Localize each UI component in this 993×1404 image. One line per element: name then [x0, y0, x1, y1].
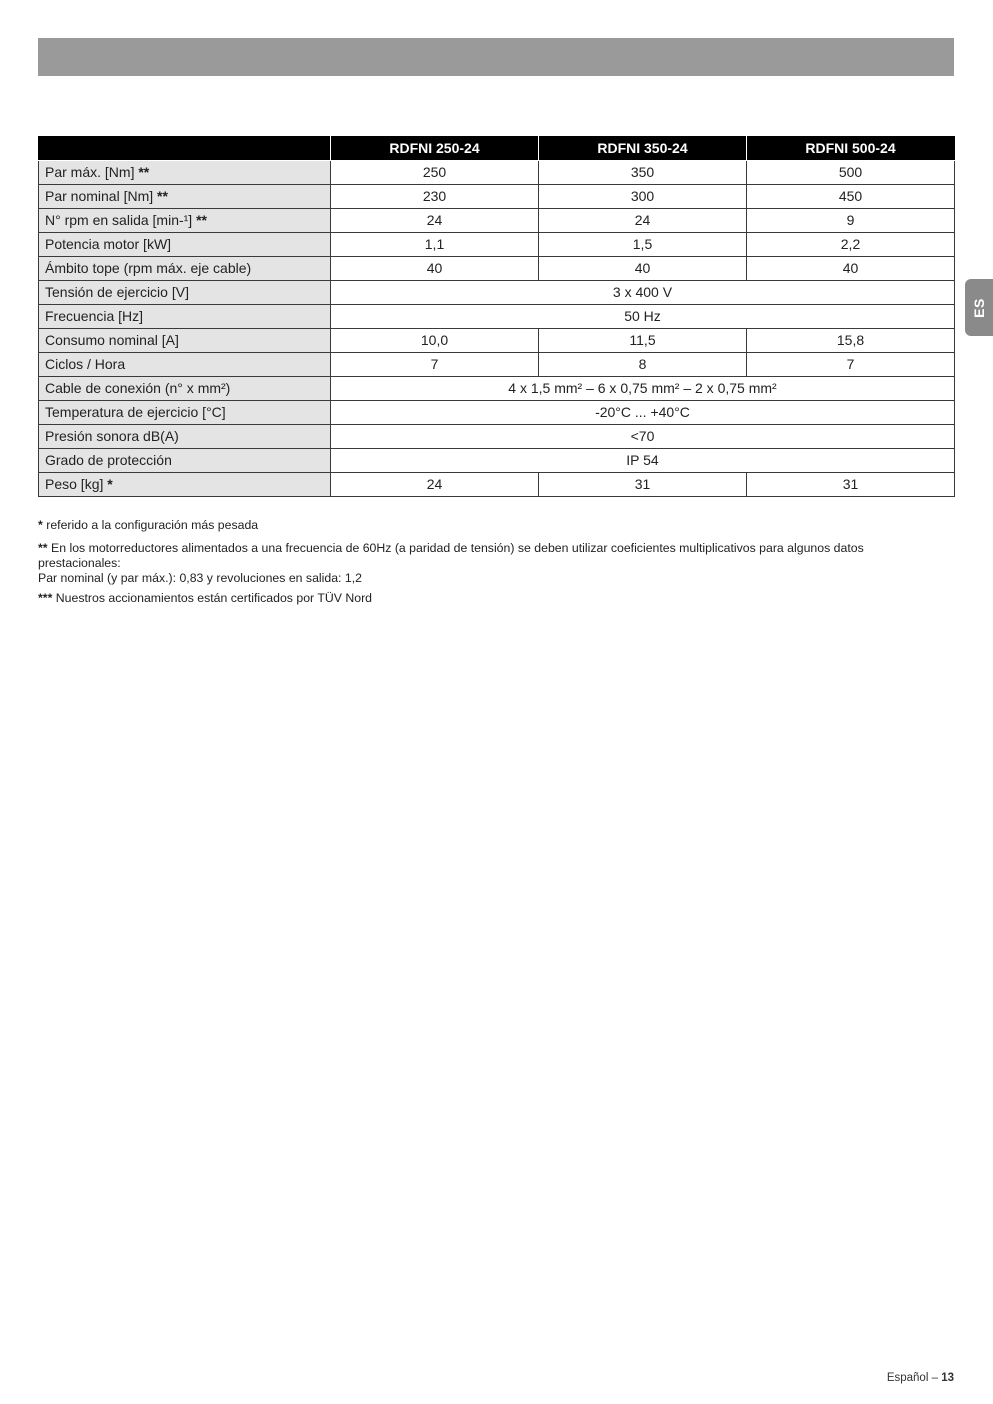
footnote-2 — [38, 541, 938, 571]
table-row — [39, 377, 955, 401]
table-cell: 300 — [539, 185, 747, 209]
table-cell: IP 54 — [331, 449, 955, 473]
row-label-text: Grado de protección — [45, 452, 172, 468]
row-label-text: Ámbito tope (rpm máx. eje cable) — [45, 260, 252, 276]
language-tab — [965, 279, 993, 336]
row-label — [39, 233, 331, 257]
row-label — [39, 401, 331, 425]
table-cell: 31 — [539, 473, 747, 497]
table-cell: 24 — [539, 209, 747, 233]
table-body — [39, 161, 955, 497]
page-number: 13 — [941, 1372, 954, 1384]
table-cell: -20°C ... +40°C — [331, 401, 955, 425]
row-label-text: Presión sonora dB(A) — [45, 428, 179, 444]
column-header: RDFNI 250-24 — [331, 137, 539, 161]
table-cell: 24 — [331, 473, 539, 497]
table-cell: 9 — [747, 209, 955, 233]
footer-separator: – — [931, 1372, 938, 1384]
table-row — [39, 305, 955, 329]
table-row — [39, 185, 955, 209]
footnote-2-continued: Par nominal (y par máx.): 0,83 y revoluciones en salida: 1,2 — [38, 571, 362, 585]
row-label-mark: ** — [138, 164, 150, 180]
row-label — [39, 281, 331, 305]
row-label — [39, 473, 331, 497]
footnote-text: referido a la configuración más pesada — [46, 518, 259, 532]
row-label-text: Potencia motor [kW] — [45, 236, 172, 252]
table-cell: 11,5 — [539, 329, 747, 353]
table-cell: 350 — [539, 161, 747, 185]
footer-language: Español — [886, 1372, 929, 1384]
table-row — [39, 257, 955, 281]
row-label — [39, 425, 331, 449]
row-label — [39, 329, 331, 353]
table-corner-cell — [39, 137, 331, 161]
row-label-mark: ** — [196, 212, 207, 228]
table-cell: 40 — [747, 257, 955, 281]
table-cell: 1,1 — [331, 233, 539, 257]
footnotes — [38, 518, 938, 606]
column-header: RDFNI 350-24 — [539, 137, 747, 161]
footnote-mark: * — [38, 518, 43, 532]
row-label-text: Par máx. [Nm] — [45, 164, 135, 180]
table-cell: 40 — [539, 257, 747, 281]
table-cell: 250 — [331, 161, 539, 185]
row-label-mark: * — [107, 476, 113, 492]
footnote-text: Nuestros accionamientos están certificados por TÜV Nord — [55, 591, 372, 605]
table-cell: 3 x 400 V — [331, 281, 955, 305]
row-label — [39, 377, 331, 401]
table-row — [39, 425, 955, 449]
row-label — [39, 185, 331, 209]
table-row — [39, 329, 955, 353]
table-cell: 7 — [747, 353, 955, 377]
table-cell: 31 — [747, 473, 955, 497]
table-cell: 24 — [331, 209, 539, 233]
row-label-text: Ciclos / Hora — [45, 356, 126, 372]
row-label — [39, 449, 331, 473]
footnote-1 — [38, 518, 938, 533]
table-cell: 500 — [747, 161, 955, 185]
row-label-mark: ** — [157, 188, 168, 204]
specs-table — [38, 136, 955, 497]
table-cell: 8 — [539, 353, 747, 377]
table-row — [39, 281, 955, 305]
table-row — [39, 233, 955, 257]
table-row — [39, 401, 955, 425]
row-label-text: Peso [kg] — [45, 476, 104, 492]
row-label-text: Tensión de ejercicio [V] — [45, 284, 189, 300]
table-cell: 4 x 1,5 mm² – 6 x 0,75 mm² – 2 x 0,75 mm² — [331, 377, 955, 401]
table-cell: 2,2 — [747, 233, 955, 257]
footnote-text: En los motorreductores alimentados a una frecuencia de 60Hz (a paridad de tensión) se deben utilizar coeficientes multiplicativos para algunos datos prestacionales: — [38, 541, 864, 570]
table-cell: <70 — [331, 425, 955, 449]
table-cell: 450 — [747, 185, 955, 209]
table-row — [39, 209, 955, 233]
row-label — [39, 305, 331, 329]
table-cell: 1,5 — [539, 233, 747, 257]
column-header: RDFNI 500-24 — [747, 137, 955, 161]
row-label-text: Cable de conexión (n° x mm²) — [45, 380, 231, 396]
language-tab-label: ES — [971, 297, 987, 318]
footnote-mark: ** — [38, 541, 48, 555]
table-row — [39, 449, 955, 473]
table-cell: 40 — [331, 257, 539, 281]
table-cell: 230 — [331, 185, 539, 209]
row-label — [39, 353, 331, 377]
row-label — [39, 161, 331, 185]
table-row — [39, 353, 955, 377]
footnote-3 — [38, 591, 938, 606]
row-label — [39, 209, 331, 233]
page-footer — [887, 1372, 954, 1384]
row-label-text: Par nominal [Nm] — [45, 188, 154, 204]
row-label-text: N° rpm en salida [min-¹] — [45, 212, 193, 228]
row-label — [39, 257, 331, 281]
table-cell: 7 — [331, 353, 539, 377]
row-label-text: Frecuencia [Hz] — [45, 308, 144, 324]
header-bar — [38, 38, 954, 76]
footnote-mark: *** — [38, 591, 53, 605]
table-row — [39, 161, 955, 185]
row-label-text: Consumo nominal [A] — [45, 332, 179, 348]
table-cell: 15,8 — [747, 329, 955, 353]
row-label-text: Temperatura de ejercicio [°C] — [45, 404, 226, 420]
table-cell: 50 Hz — [331, 305, 955, 329]
table-header-row — [39, 137, 955, 161]
table-cell: 10,0 — [331, 329, 539, 353]
table-row — [39, 473, 955, 497]
